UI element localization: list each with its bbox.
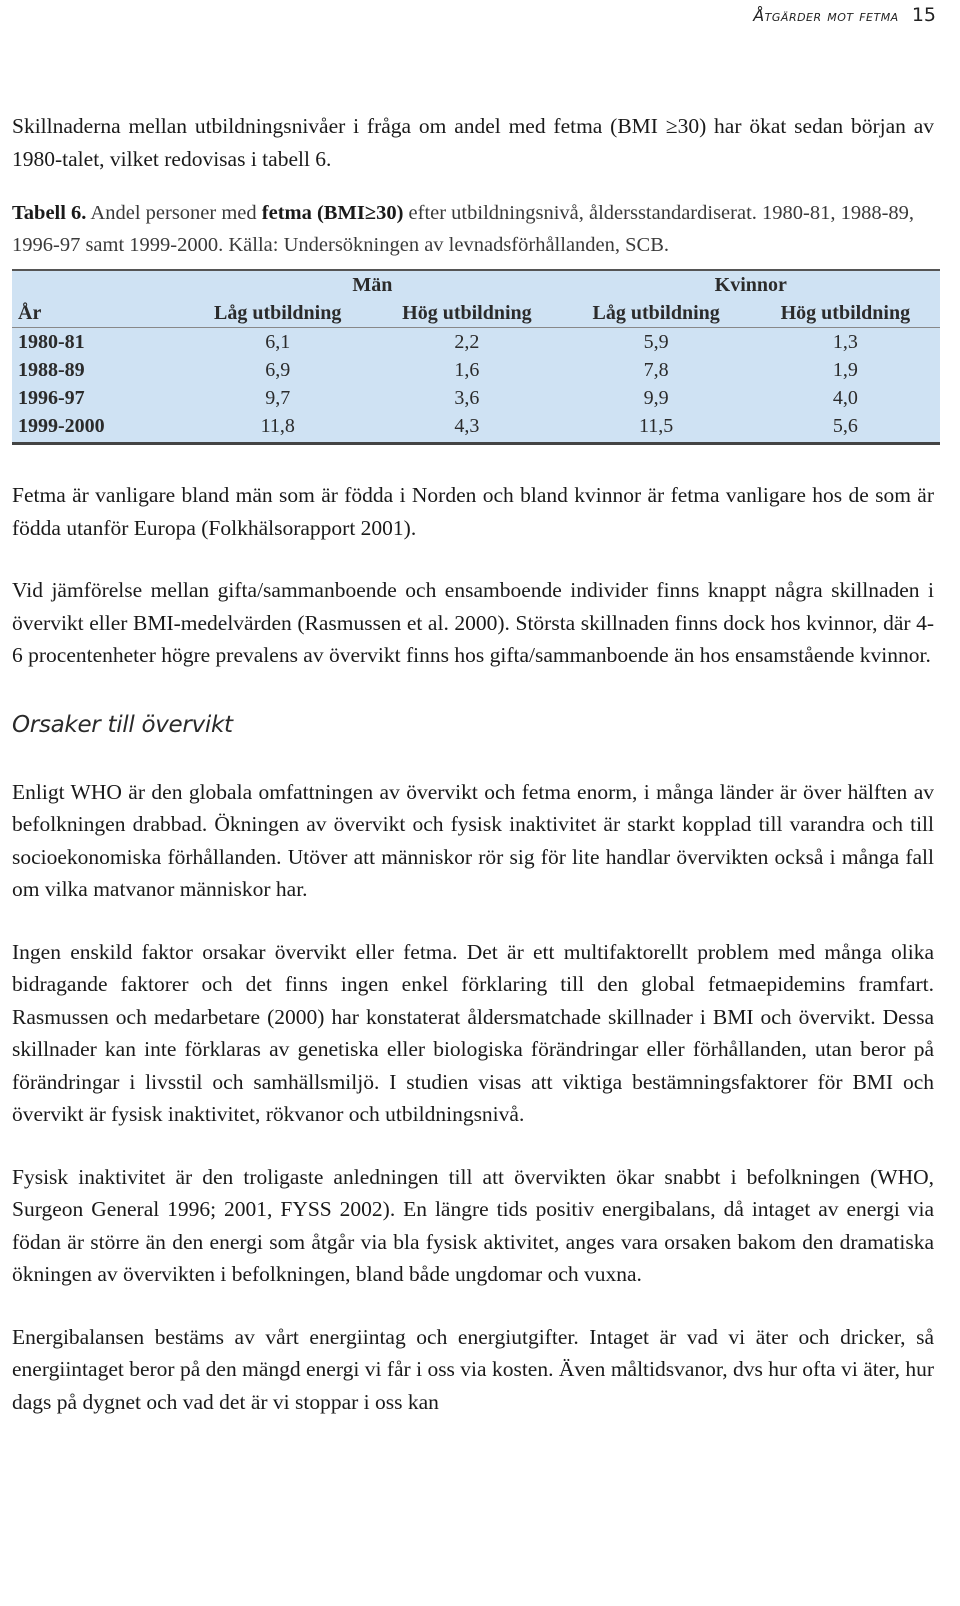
body-paragraph: Fetma är vanligare bland män som är födda i Norden och bland kvinnor är fetma vanligare hos de som är födda utanför Europa (Folkhälsorapport 2001). (12, 483, 934, 540)
caption-text-after: efter utbildningsnivå, åldersstandardiserat. 1980-81, 1988-89, 1996-97 samt 1999-2000. Källa: Undersökningen av levnadsförhållanden, SCB. (12, 202, 915, 256)
obesity-table (12, 269, 940, 445)
cell-value: 6,1 (265, 331, 291, 353)
cell-value: 11,8 (183, 412, 372, 444)
cell-year: 1999-2000 (12, 412, 183, 444)
page-content (12, 110, 934, 1418)
body-paragraph: Enligt WHO är den globala omfattningen av övervikt och fetma enorm, i många länder är över hälften av befolkningen drabbad. Ökningen av övervikt och fysisk inaktivitet är starkt kopplad till varandra och till socioekonomiska förhållanden. Utöver att människor rör sig för lite handlar övervikten också i många fall om vilka matvanor människor har. (12, 779, 934, 901)
column-header-men-low: Låg utbildning (183, 299, 372, 328)
cell-year: 1988-89 (18, 359, 85, 381)
cell-value: 7,8 (643, 359, 669, 381)
cell-value: 6,9 (265, 359, 291, 381)
table-row (12, 384, 940, 412)
table-row (12, 412, 940, 444)
cell-value: 4,3 (372, 412, 561, 444)
running-title: Åtgärder mot fetma (753, 6, 899, 25)
caption-text-before: Andel personer med (86, 202, 262, 224)
cell-value: 11,5 (562, 412, 751, 444)
column-header-women-high: Hög utbildning (751, 299, 940, 328)
cell-value: 5,6 (751, 412, 940, 444)
page-number: 15 (911, 4, 936, 26)
cell-year: 1980-81 (18, 331, 85, 353)
table-column-header-row (12, 299, 940, 328)
body-paragraph: Energibalansen bestäms av vårt energiintag och energiutgifter. Intaget är vad vi äter och dricker, så energiintaget beror på den mängd energi vi får i oss via kosten. Även måltidsvanor, dvs hur ofta vi äter, hur dags på dygnet och vad det är vi stoppar i oss kan (12, 1324, 934, 1414)
body-paragraph: Vid jämförelse mellan gifta/sammanboende och ensamboende individer finns knappt några skillnaden i övervikt eller BMI-medelvärden (Rasmussen et al. 2000). Största skillnaden finns dock hos kvinnor, där 4-6 procentenheter högre prevalens av övervikt finns hos gifta/sammanboende än hos ensamstående kvinnor. (12, 578, 934, 667)
table-row (12, 328, 940, 357)
group-men: Män (183, 270, 561, 299)
group-women: Kvinnor (562, 270, 940, 299)
caption-label: Tabell 6. (12, 202, 87, 224)
column-header-women-low: Låg utbildning (562, 299, 751, 328)
group-spacer (12, 270, 183, 299)
body-paragraph: Ingen enskild faktor orsakar övervikt eller fetma. Det är ett multifaktorellt problem med många olika bidragande faktorer och det finns ingen enkel förklaring till den global fetmaepidemins framfart. Rasmussen och medarbetare (2000) har konstaterat åldersmatchade skillnader i BMI och övervikt. Dessa skillnader kan inte förklaras av genetiska eller biologiska förändringar eller förhållanden, utan beror på förändringar i livsstil och samhällsmiljö. I studien visas att viktiga bestämningsfaktorer för BMI och övervikt är fysisk inaktivitet, rökvanor och utbildningsnivå. (12, 939, 934, 1126)
cell-year: 1996-97 (18, 387, 85, 409)
cell-value: 2,2 (454, 331, 480, 353)
running-header (753, 4, 936, 26)
cell-value: 1,6 (454, 359, 480, 381)
cell-value: 5,9 (643, 331, 669, 353)
section-heading: Orsaker till övervikt (12, 711, 233, 738)
table-group-header-row (12, 270, 940, 299)
cell-value: 1,3 (832, 331, 858, 353)
table-caption (12, 197, 934, 261)
cell-value: 9,7 (265, 387, 291, 409)
column-header-men-high: Hög utbildning (372, 299, 561, 328)
cell-value: 1,9 (832, 359, 858, 381)
caption-bold-term: fetma (BMI≥30) (261, 202, 404, 224)
column-header-year: År (12, 299, 183, 328)
body-paragraph: Fysisk inaktivitet är den troligaste anledningen till att övervikten ökar snabbt i befolkningen (WHO, Surgeon General 1996; 2001, FYSS 2002). En längre tids positiv energibalans, då intaget av energi via födan är större än den energi som åtgår via bla fysisk aktivitet, anges vara orsaken bakom den dramatiska ökningen av övervikten i befolkningen, bland både ungdomar och vuxna. (12, 1164, 934, 1286)
cell-value: 3,6 (454, 387, 480, 409)
cell-value: 4,0 (832, 387, 858, 409)
cell-value: 9,9 (643, 387, 669, 409)
intro-paragraph: Skillnaderna mellan utbildningsnivåer i fråga om andel med fetma (BMI ≥30) har ökat sedan början av 1980-talet, vilket redovisas i tabell 6. (12, 114, 934, 171)
table-row (12, 356, 940, 384)
